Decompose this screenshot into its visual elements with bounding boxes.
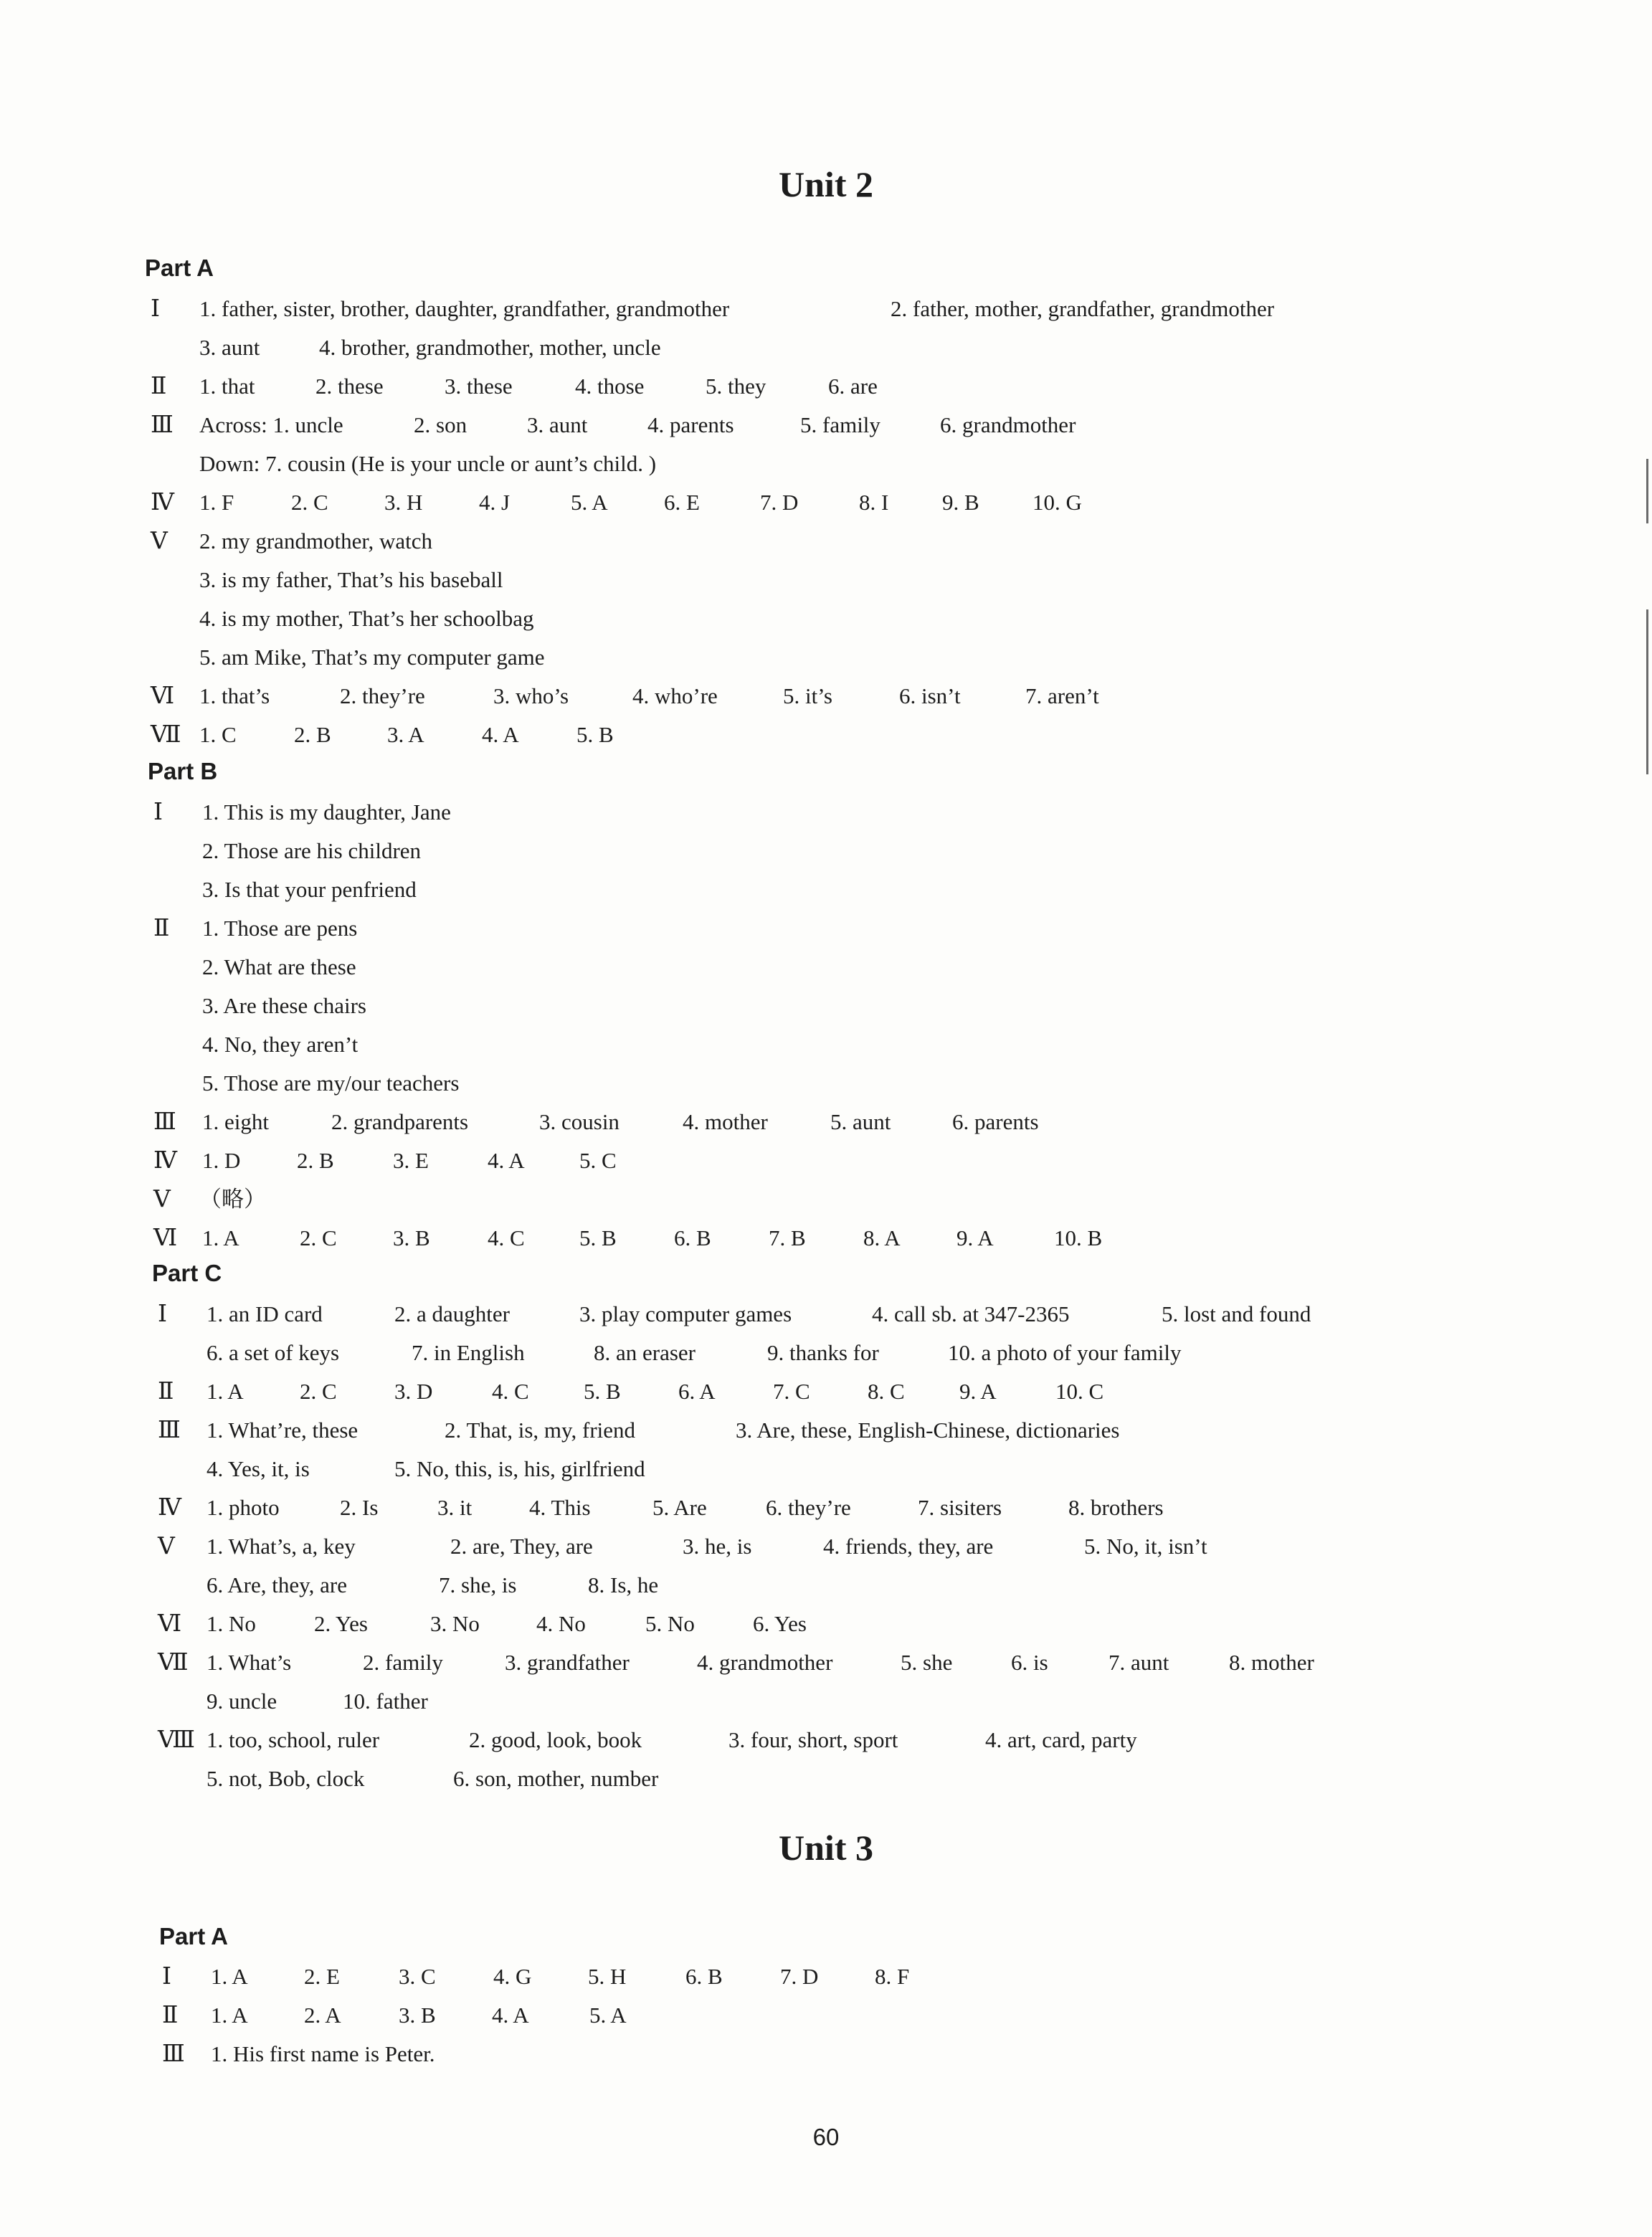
answer-item: 7. sisiters [918, 1495, 1002, 1520]
answer-item: 3. A [387, 722, 424, 747]
answer-item: 6. grandmother [940, 412, 1076, 437]
answer-item: 3. Are these chairs [202, 993, 366, 1018]
answer-item: 1. that [199, 374, 255, 399]
roman-numeral: Ⅲ [151, 412, 173, 438]
answer-item: 9. A [959, 1379, 997, 1404]
answer-item: 8. A [863, 1225, 901, 1250]
answer-item: 9. thanks for [767, 1340, 879, 1365]
answer-item: 1. F [199, 490, 234, 515]
answer-item: 10. C [1055, 1379, 1104, 1404]
answer-item: 7. aren’t [1025, 683, 1099, 708]
answer-item: 6. E [664, 490, 700, 515]
answer-item: 2. E [304, 1964, 340, 1989]
answer-item: 1. eight [202, 1109, 269, 1134]
answer-item: 6. A [678, 1379, 716, 1404]
answer-item: 1. too, school, ruler [206, 1727, 380, 1752]
answer-item: 10. G [1032, 490, 1082, 515]
answer-item: 1. What’re, these [206, 1417, 359, 1443]
answer-item: 4. call sb. at 347-2365 [872, 1301, 1070, 1326]
answer-item: 3. C [399, 1964, 436, 1989]
roman-numeral: Ⅲ [162, 2041, 184, 2067]
answer-item: 6. they’re [766, 1495, 851, 1520]
answer-item: 4. who’re [632, 683, 718, 708]
answer-item: 3. who’s [493, 683, 569, 708]
roman-numeral: Ⅰ [151, 296, 160, 322]
answer-item: 6. parents [952, 1109, 1039, 1134]
answer-item: 10. B [1054, 1225, 1103, 1250]
answer-item: 5. lost and found [1162, 1301, 1311, 1326]
answer-item: 5. H [588, 1964, 627, 1989]
answer-item: 5. not, Bob, clock [206, 1766, 365, 1791]
answer-item: 1. D [202, 1148, 241, 1173]
answer-item: 8. mother [1229, 1650, 1314, 1675]
answer-item: 4. C [488, 1225, 525, 1250]
answer-item: 2. C [291, 490, 328, 515]
answer-item: 1. His first name is Peter. [211, 2041, 435, 2066]
answer-item: 6. are [828, 374, 878, 399]
roman-numeral: Ⅷ [158, 1727, 194, 1753]
roman-numeral: Ⅳ [158, 1495, 181, 1521]
answer-item: 7. she, is [439, 1572, 517, 1597]
answer-item: 3. Are, these, English-Chinese, dictionaries [736, 1417, 1120, 1443]
answer-item: 1. father, sister, brother, daughter, grandfather, grandmother [199, 296, 730, 321]
scan-edge-mark [1646, 609, 1648, 774]
roman-numeral: Ⅴ [158, 1534, 174, 1559]
answer-item: 5. Those are my/our teachers [202, 1070, 460, 1096]
answer-item: 2. C [300, 1379, 337, 1404]
answer-item: 2. a daughter [394, 1301, 510, 1326]
answer-item: 4. art, card, party [985, 1727, 1137, 1752]
answer-item: 4. No, they aren’t [202, 1032, 359, 1057]
answer-item: 1. This is my daughter, Jane [202, 799, 451, 825]
roman-numeral: Ⅵ [151, 683, 174, 709]
answer-item: 5. family [800, 412, 880, 437]
answer-item: 4. mother [683, 1109, 768, 1134]
answer-item: 2. B [297, 1148, 334, 1173]
answer-item: 1. A [202, 1225, 239, 1250]
answer-item: 3. cousin [539, 1109, 620, 1134]
answer-item: 1. photo [206, 1495, 280, 1520]
answer-item: 2. Is [340, 1495, 379, 1520]
answer-item: 5. No [645, 1611, 695, 1636]
answer-item: 2. my grandmother, watch [199, 528, 433, 554]
answer-item: （略） [199, 1187, 266, 1212]
answer-item: 1. What’s [206, 1650, 292, 1675]
answer-item: 3. grandfather [505, 1650, 630, 1675]
roman-numeral: Ⅶ [158, 1650, 188, 1676]
answer-item: 3. B [399, 2003, 436, 2028]
answer-item: 4. A [492, 2003, 529, 2028]
answer-item: 3. four, short, sport [728, 1727, 898, 1752]
answer-item: 6. son, mother, number [453, 1766, 659, 1791]
answer-item: 9. B [942, 490, 979, 515]
answer-item: 6. is [1011, 1650, 1048, 1675]
answer-item: 7. D [780, 1964, 819, 1989]
answer-item: 2. they’re [340, 683, 425, 708]
answer-item: 10. father [343, 1689, 428, 1714]
roman-numeral: Ⅰ [153, 799, 163, 825]
answer-item: 3. H [384, 490, 423, 515]
answer-item: 2. grandparents [331, 1109, 469, 1134]
answer-item: 4. G [493, 1964, 532, 1989]
answer-item: 7. B [769, 1225, 806, 1250]
answer-item: 7. D [760, 490, 799, 515]
answer-item: 2. Those are his children [202, 838, 422, 863]
answer-item: 5. B [584, 1379, 621, 1404]
answer-item: 5. A [589, 2003, 627, 2028]
answer-item: 1. A [206, 1379, 244, 1404]
unit-2-title: Unit 2 [779, 164, 873, 204]
answer-item: 3. D [394, 1379, 433, 1404]
answer-item: 2. That, is, my, friend [445, 1417, 636, 1443]
answer-item: 6. Yes [753, 1611, 807, 1636]
answer-item: 10. a photo of your family [948, 1340, 1182, 1365]
page-number: 60 [812, 2124, 840, 2150]
answer-item: Across: 1. uncle [199, 412, 343, 437]
answer-item: 5. Are [652, 1495, 707, 1520]
answer-item: 4. brother, grandmother, mother, uncle [319, 335, 661, 360]
answer-item: 2. Yes [314, 1611, 368, 1636]
answer-item: 4. A [482, 722, 519, 747]
roman-numeral: Ⅳ [151, 490, 174, 516]
answer-item: 5. B [576, 722, 614, 747]
answer-item: 4. C [492, 1379, 529, 1404]
answer-item: 2. son [414, 412, 467, 437]
answer-item: 4. No [536, 1611, 586, 1636]
roman-numeral: Ⅶ [151, 722, 181, 748]
answer-item: 4. J [479, 490, 511, 515]
answer-item: 2. B [294, 722, 331, 747]
roman-numeral: Ⅴ [151, 528, 167, 554]
answer-item: 5. B [579, 1225, 617, 1250]
answer-item: 2. C [300, 1225, 337, 1250]
answer-item: 6. Are, they, are [206, 1572, 347, 1597]
answer-item: 8. brothers [1068, 1495, 1164, 1520]
roman-numeral: Ⅰ [162, 1964, 171, 1990]
answer-item: 3. these [445, 374, 513, 399]
answer-item: 5. am Mike, That’s my computer game [199, 645, 545, 670]
answer-item: 3. aunt [527, 412, 588, 437]
roman-numeral: Ⅲ [158, 1417, 180, 1443]
answer-item: 8. Is, he [588, 1572, 659, 1597]
answer-item: 3. it [437, 1495, 473, 1520]
answer-item: 2. these [315, 374, 384, 399]
answer-item: 2. good, look, book [469, 1727, 642, 1752]
unit-2-part-a-heading: Part A [145, 255, 214, 281]
answer-item: 3. play computer games [579, 1301, 792, 1326]
roman-numeral: Ⅱ [158, 1379, 174, 1405]
answer-item: 5. she [901, 1650, 953, 1675]
unit-3-title: Unit 3 [779, 1828, 873, 1868]
scan-edge-mark [1646, 459, 1648, 523]
unit-2-part-c-heading: Part C [152, 1260, 222, 1286]
answer-item: 3. aunt [199, 335, 260, 360]
answer-item: 7. aunt [1109, 1650, 1169, 1675]
roman-numeral: Ⅴ [153, 1187, 170, 1212]
unit-3-part-a-heading: Part A [159, 1923, 228, 1949]
answer-item: 2. What are these [202, 954, 356, 979]
answer-item: 3. No [430, 1611, 480, 1636]
answer-item: 2. A [304, 2003, 341, 2028]
answer-item: 4. is my mother, That’s her schoolbag [199, 606, 534, 631]
answer-item: 1. No [206, 1611, 256, 1636]
answer-item: 7. C [773, 1379, 810, 1404]
answer-item: 6. a set of keys [206, 1340, 340, 1365]
unit-2-part-b-heading: Part B [148, 758, 218, 784]
answer-item: 1. an ID card [206, 1301, 323, 1326]
answer-item: 2. father, mother, grandfather, grandmother [891, 296, 1275, 321]
answer-item: 3. E [393, 1148, 429, 1173]
answer-item: 5. they [706, 374, 766, 399]
answer-item: 3. is my father, That’s his baseball [199, 567, 503, 592]
answer-item: 3. B [393, 1225, 430, 1250]
answer-item: 5. it’s [783, 683, 832, 708]
answer-item: 3. Is that your penfriend [202, 877, 417, 902]
answer-item: 4. those [575, 374, 645, 399]
roman-numeral: Ⅱ [153, 916, 169, 941]
answer-item: 4. Yes, it, is [206, 1456, 310, 1481]
roman-numeral: Ⅰ [158, 1301, 167, 1327]
answer-item: 7. in English [412, 1340, 525, 1365]
answer-item: 1. that’s [199, 683, 270, 708]
answer-item: 1. Those are pens [202, 916, 358, 941]
answer-item: 3. he, is [683, 1534, 752, 1559]
answer-item: 6. B [674, 1225, 711, 1250]
answer-item: 1. What’s, a, key [206, 1534, 356, 1559]
answer-item: 4. This [529, 1495, 591, 1520]
answer-item: 1. C [199, 722, 237, 747]
answer-item: 4. grandmother [697, 1650, 833, 1675]
answer-item: 6. isn’t [899, 683, 961, 708]
roman-numeral: Ⅵ [153, 1225, 177, 1251]
answer-item: 8. C [868, 1379, 905, 1404]
roman-numeral: Ⅱ [162, 2003, 178, 2028]
roman-numeral: Ⅳ [153, 1148, 176, 1174]
answer-item: 5. A [571, 490, 608, 515]
answer-item: 1. A [211, 1964, 248, 1989]
answer-item: 8. F [875, 1964, 910, 1989]
answer-item: 1. A [211, 2003, 248, 2028]
answer-item: 8. an eraser [594, 1340, 696, 1365]
answer-item: Down: 7. cousin (He is your uncle or aunt’s child. ) [199, 451, 657, 476]
roman-numeral: Ⅵ [158, 1611, 181, 1637]
answer-item: 4. parents [647, 412, 734, 437]
answer-item: 8. I [859, 490, 889, 515]
roman-numeral: Ⅱ [151, 374, 166, 399]
answer-item: 2. are, They, are [450, 1534, 593, 1559]
roman-numeral: Ⅲ [153, 1109, 176, 1135]
answer-item: 2. family [363, 1650, 443, 1675]
answer-item: 9. uncle [206, 1689, 277, 1714]
answer-item: 5. aunt [830, 1109, 891, 1134]
answer-item: 4. friends, they, are [823, 1534, 994, 1559]
answer-item: 6. B [685, 1964, 723, 1989]
answer-item: 9. A [956, 1225, 994, 1250]
answer-item: 4. A [488, 1148, 525, 1173]
answer-item: 5. No, this, is, his, girlfriend [394, 1456, 645, 1481]
answer-item: 5. C [579, 1148, 617, 1173]
answer-item: 5. No, it, isn’t [1084, 1534, 1207, 1559]
